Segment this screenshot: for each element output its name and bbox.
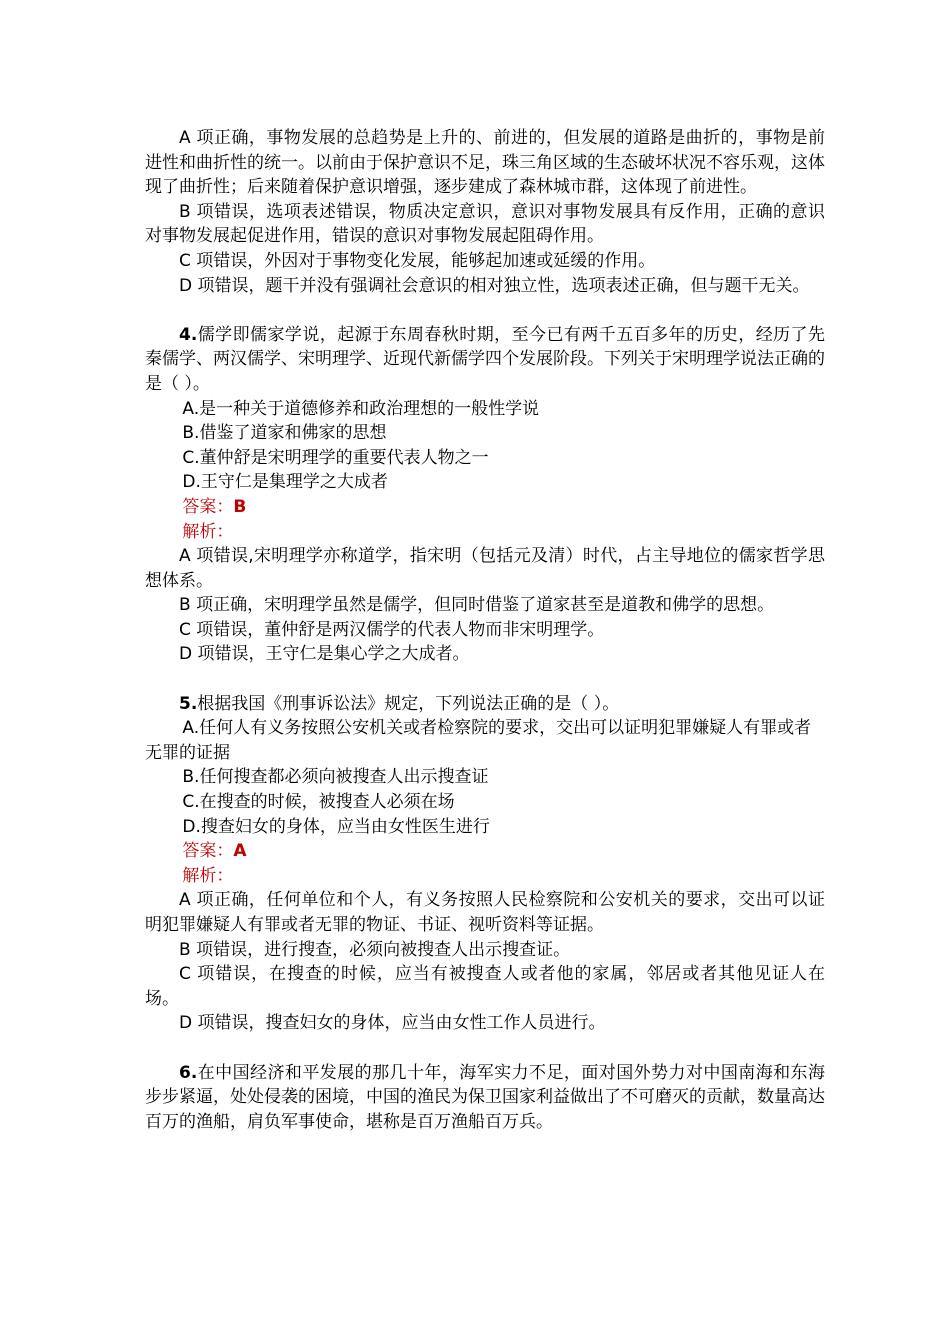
prev-analysis-d: D 项错误，题干并没有强调社会意识的相对独立性，选项表述正确，但与题干无关。 <box>179 275 810 296</box>
spacer <box>145 1036 825 1061</box>
question-4-analysis-a: A 项错误,宋明理学亦称道学，指宋明（包括元及清）时代，占主导地位的儒家哲学思想体系。 <box>145 546 825 591</box>
question-4-answer <box>145 495 825 520</box>
question-5-option-b: B.任何搜查都必须向被搜查人出示搜查证 <box>182 767 489 788</box>
prev-analysis-b: B 项错误，选项表述错误，物质决定意识，意识对事物发展具有反作用，正确的意识对事物发展起促进作用，错误的意识对事物发展起阻碍作用。 <box>145 201 825 247</box>
question-5-text: 根据我国《刑事诉讼法》规定，下列说法正确的是（ ）。 <box>197 693 620 714</box>
question-5-analysis-d: D 项错误，搜查妇女的身体，应当由女性工作人员进行。 <box>179 1013 606 1034</box>
question-4-analysis-c: C 项错误，董仲舒是两汉儒学的代表人物而非宋明理学。 <box>179 619 605 640</box>
answer-value: A <box>233 841 247 862</box>
answer-label: 答案： <box>182 841 234 862</box>
question-4-number: 4. <box>179 324 198 345</box>
question-5-analysis-c: C 项错误，在搜查的时候，应当有被搜查人或者他的家属，邻居或者其他见证人在场。 <box>145 964 825 1009</box>
answer-label: 答案： <box>182 496 234 517</box>
question-5-number: 5. <box>179 693 198 714</box>
question-5-analysis-b: B 项错误，进行搜查，必须向被搜查人出示搜查证。 <box>179 939 571 960</box>
question-5-option-a <box>145 716 825 765</box>
question-5-option-a-text: A.任何人有义务按照公安机关或者检察院的要求，交出可以证明犯罪嫌疑人有罪或者无罪的证据 <box>145 718 812 763</box>
question-5-option-d: D.搜查妇女的身体，应当由女性医生进行 <box>182 816 490 837</box>
question-4-option-c: C.董仲舒是宋明理学的重要代表人物之一 <box>182 447 489 468</box>
question-4-analysis-label: 解析： <box>182 521 234 542</box>
question-4-option-a: A.是一种关于道德修养和政治理想的一般性学说 <box>182 398 540 419</box>
question-4-stem <box>145 323 825 397</box>
question-5-answer <box>145 839 825 864</box>
question-5-analysis-a: A 项正确，任何单位和个人，有义务按照人民检察院和公安机关的要求，交出可以证明犯罪嫌疑人有罪或者无罪的物证、书证、视听资料等证据。 <box>145 890 825 935</box>
question-5-option-c: C.在搜查的时候，被搜查人必须在场 <box>182 792 455 813</box>
question-4-text: 儒学即儒家学说，起源于东周春秋时期，至今已有两千五百多年的历史，经历了先秦儒学、两汉儒学、宋明理学、近现代新儒学四个发展阶段。下列关于宋明理学说法正确的是（ ）。 <box>145 324 825 394</box>
question-5-stem <box>145 692 825 717</box>
question-4-option-b: B.借鉴了道家和佛家的思想 <box>182 423 387 444</box>
question-6-text: 在中国经济和平发展的那几十年，海军实力不足，面对国外势力对中国南海和东海步步紧逼，处处侵袭的困境，中国的渔民为保卫国家利益做出了不可磨灭的贡献，数量高达百万的渔船，肩负军事使命，堪称是百万渔船百万兵。 <box>145 1062 825 1132</box>
spacer <box>145 667 825 692</box>
spacer <box>145 298 825 323</box>
question-6-stem <box>145 1061 825 1135</box>
prev-analysis-a: A 项正确，事物发展的总趋势是上升的、前进的，但发展的道路是曲折的，事物是前进性和曲折性的统一。以前由于保护意识不足，珠三角区域的生态破坏状况不容乐观，这体现了曲折性；后来随着保护意识增强，逐步建成了森林城市群，这体现了前进性。 <box>145 128 825 198</box>
question-6-number: 6. <box>179 1062 198 1083</box>
prev-analysis-c: C 项错误，外因对于事物变化发展，能够起加速或延缓的作用。 <box>179 250 656 271</box>
question-4-option-d: D.王守仁是集理学之大成者 <box>182 472 388 493</box>
answer-value: B <box>233 496 247 517</box>
question-4-analysis-b: B 项正确，宋明理学虽然是儒学，但同时借鉴了道家甚至是道教和佛学的思想。 <box>179 595 775 616</box>
page-content <box>145 126 825 1134</box>
question-5-analysis-label: 解析： <box>182 865 234 886</box>
question-4-analysis-d: D 项错误，王守仁是集心学之大成者。 <box>179 644 470 665</box>
